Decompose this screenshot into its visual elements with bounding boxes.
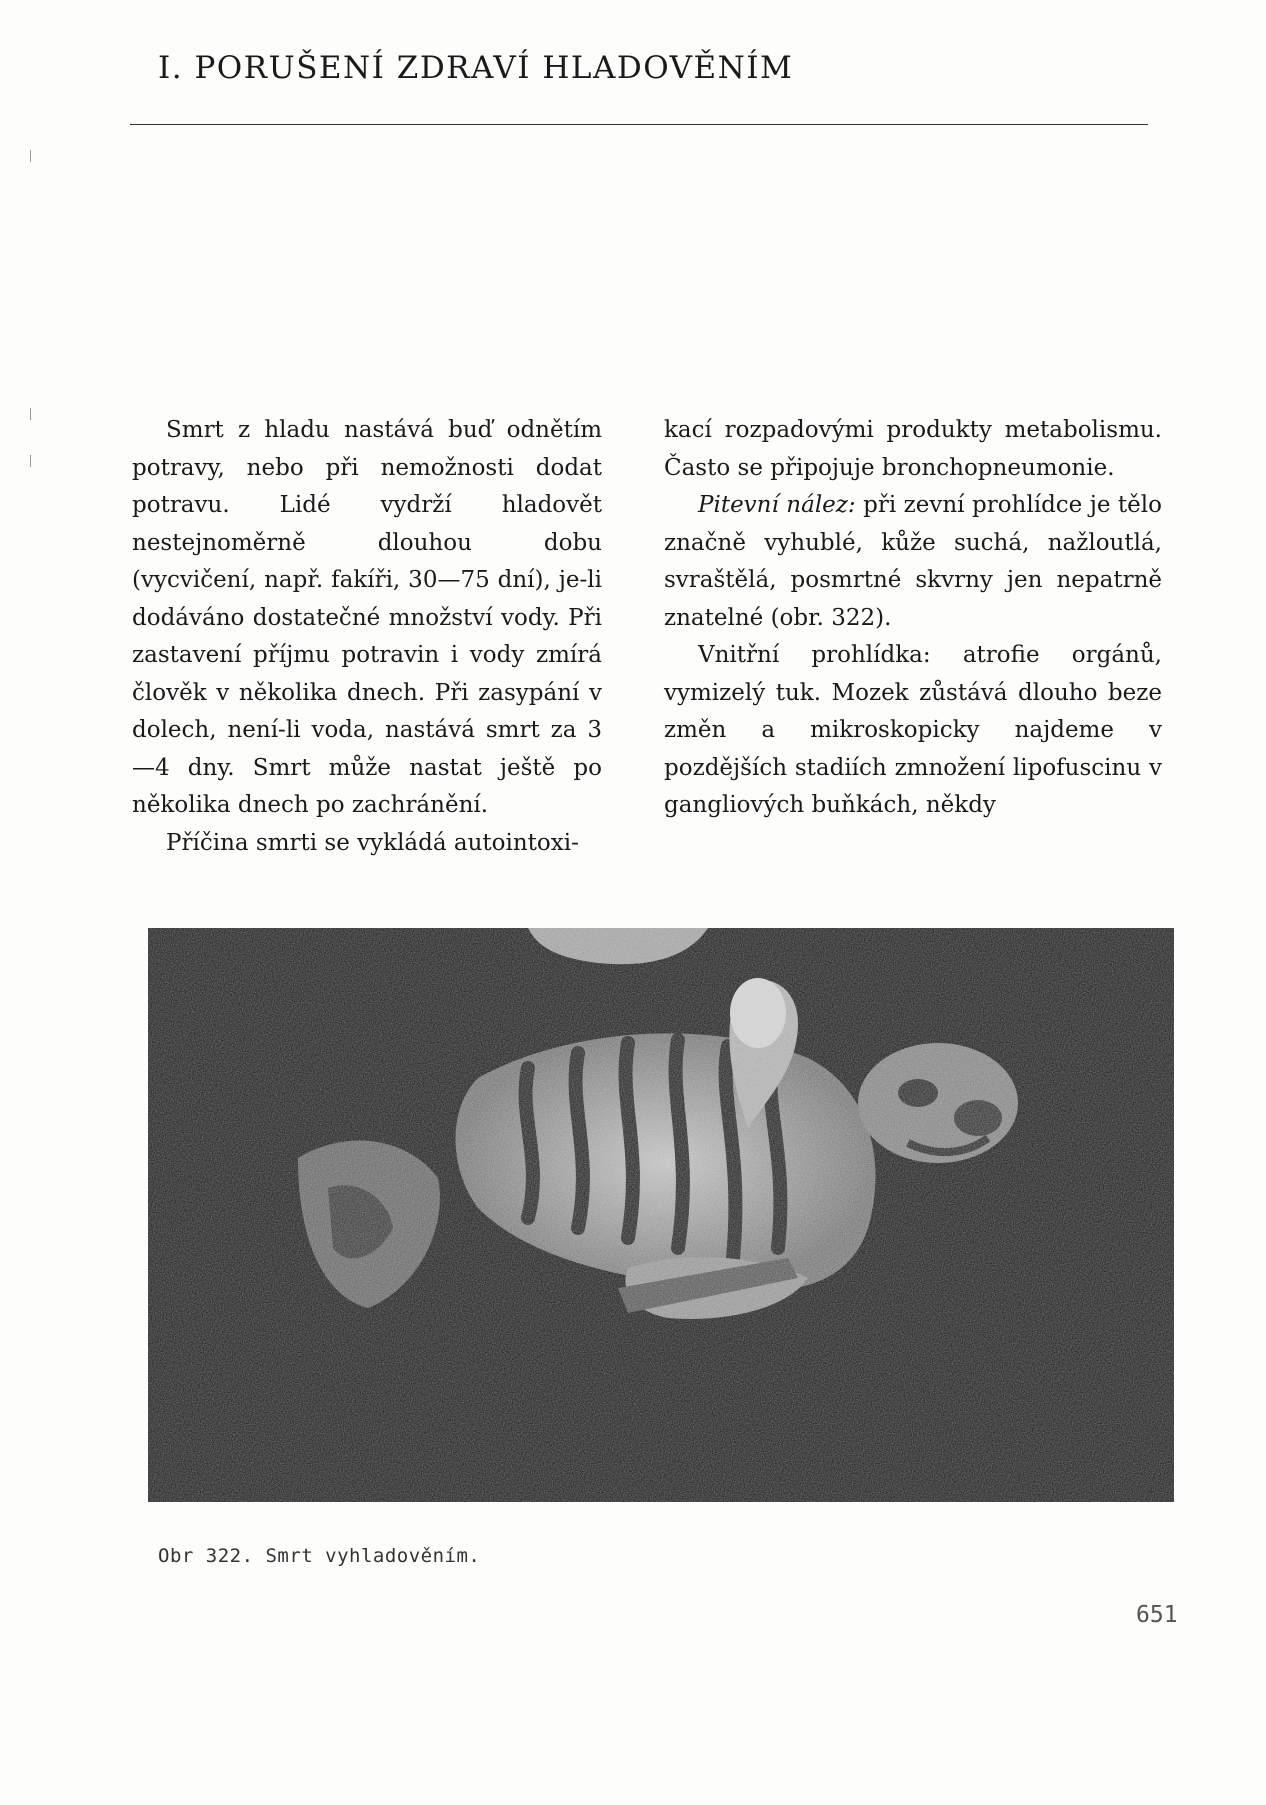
chapter-title: I. PORUŠENÍ ZDRAVÍ HLADOVĚNÍM [158, 50, 794, 86]
margin-mark [30, 408, 31, 420]
paragraph: Vnitřní prohlídka: atrofie orgánů, vymizelý tuk. Mozek zůstává dlouho beze změn a mikroskopicky najdeme v pozdějších stadiích zmnožení lipofuscinu v gangliových buňkách, někdy [664, 642, 1162, 818]
margin-mark [30, 150, 31, 162]
paragraph: Příčina smrti se vykládá autointoxi- [166, 829, 579, 856]
margin-mark [30, 455, 31, 467]
left-column [132, 412, 602, 862]
paragraph: kací rozpadovými produkty metabolismu. Často se připojuje bronchopneumonie. [664, 417, 1162, 481]
page-number: 651 [1136, 1602, 1178, 1628]
figure-caption: Obr 322. Smrt vyhladověním. [158, 1545, 481, 1567]
autopsy-label: Pitevní nález: [698, 492, 856, 518]
paragraph: Smrt z hladu nastává buď odnětím potravy, nebo při nemožnosti dodat potravu. Lidé vydrží hladovět nestejnoměrně dlouhou dobu (vycvičení, např. fakíři, 30—75 dní), je-li dodáváno dostatečné množství vody. Při zastavení příjmu potravin i vody zmírá člověk v několika dnech. Při zasypání v dolech, není-li voda, nastává smrt za 3—4 dny. Smrt může nastat ještě po několika dnech po zachránění. [132, 417, 602, 818]
figure-photo [148, 928, 1174, 1502]
title-rule [130, 124, 1148, 125]
autopsy-text: při zevní prohlídce je tělo značně vyhublé, kůže suchá, nažloutlá, svraštělá, posmrtné skvrny jen nepatrně znatelné (obr. 322). [664, 492, 1162, 631]
autopsy-paragraph [664, 487, 1162, 637]
right-column [664, 412, 1162, 825]
